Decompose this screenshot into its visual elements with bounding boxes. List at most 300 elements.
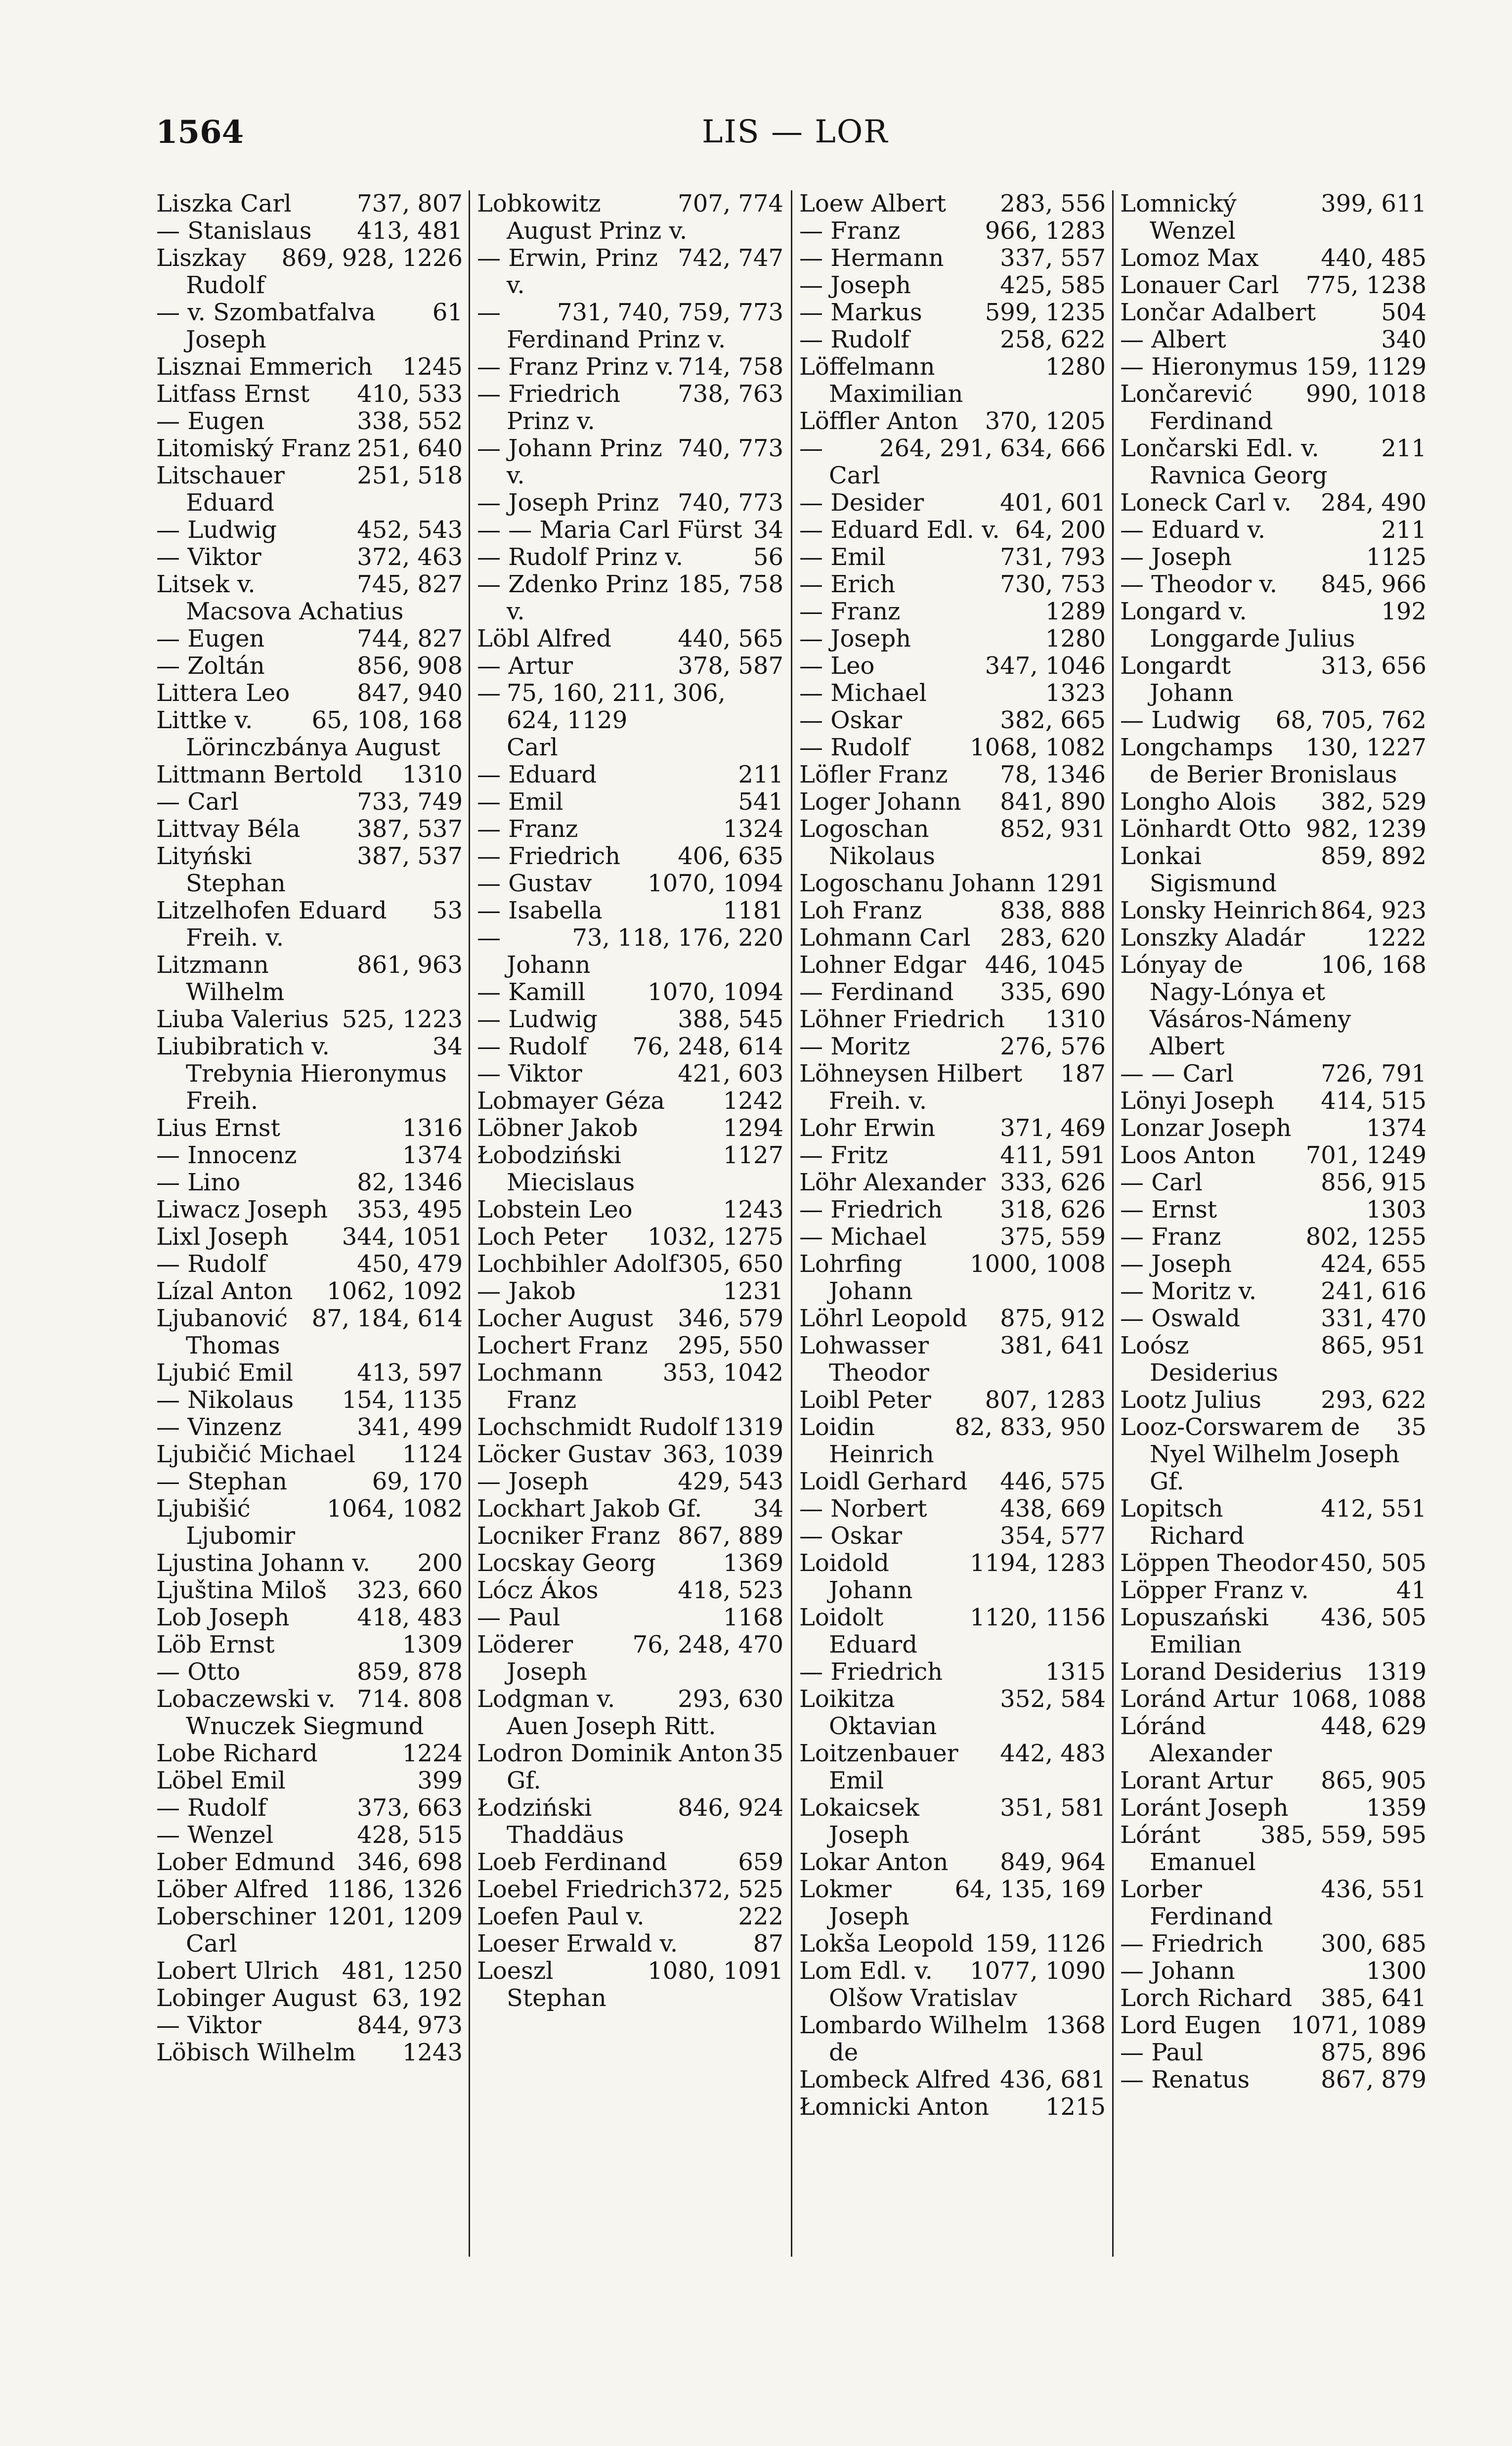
index-entry [156,816,463,843]
index-entry [799,2012,1106,2066]
entry-name: — Franz [477,815,578,843]
index-entry [799,979,1106,1006]
index-entry [477,1577,783,1604]
entry-name: — Viktor [477,1060,582,1088]
entry-name: Lobinger August [156,1984,357,2012]
entry-pages: 852, 931 [1000,815,1106,843]
entry-pages: 34 [753,1495,783,1523]
index-entry [799,1495,1106,1523]
entry-name: — Eduard v. [1120,516,1266,544]
entry-name: — Carl [477,679,558,761]
index-entry [477,1468,783,1495]
entry-pages: 446, 575 [1000,1468,1106,1495]
entry-pages: 436, 681 [1000,2066,1106,2094]
entry-pages: 34 [432,1033,463,1060]
index-entry [1120,1604,1426,1659]
entry-name: — Friedrich [799,1196,943,1223]
entry-name: — Norbert [799,1495,927,1523]
index-entry [477,299,783,353]
entry-name: Löfler Franz [799,761,948,788]
entry-pages: 387, 537 [357,815,463,843]
index-entry [799,1794,1106,1849]
index-entry [799,408,1106,435]
entry-pages: 714, 758 [678,353,783,381]
index-entry [799,1550,1106,1604]
entry-pages: 448, 629 [1321,1712,1426,1740]
entry-name: — Erich [799,570,896,598]
entry-name: — Ludwig [477,1005,598,1033]
index-entry [477,1604,783,1631]
index-entry [1120,1196,1426,1223]
entry-name: Lomnický Wenzel [1120,190,1237,245]
entry-name: — Oskar [799,1522,902,1550]
entry-pages: 106, 168 [1321,951,1426,979]
column-divider [791,190,792,2257]
index-entry [799,1223,1106,1251]
entry-name: Löderer Joseph [477,1631,587,1686]
entry-pages: 481, 1250 [342,1957,463,1985]
entry-pages: 436, 551 [1321,1876,1426,1903]
index-entry [156,2039,463,2066]
entry-pages: 841, 890 [1000,788,1106,816]
index-entry [799,870,1106,897]
entry-name: — Albert [1120,326,1226,353]
entry-pages: 990, 1018 [1305,380,1426,408]
index-entry [1120,734,1426,788]
index-entry [156,2012,463,2039]
entry-pages: 525, 1223 [342,1005,463,1033]
entry-name: Loebel Friedrich [477,1876,678,1903]
index-entry [799,1604,1106,1659]
entry-name: — Zoltán [156,652,265,680]
entry-name: — v. Szombatfalva Joseph [156,299,376,353]
index-entry [156,1903,463,1958]
index-entry [1120,1115,1426,1142]
entry-name: Litschauer Eduard [156,462,285,517]
entry-pages: 440, 565 [678,625,783,653]
index-entry [156,1414,463,1441]
index-entry [477,816,783,843]
index-entry [1120,1495,1426,1550]
entry-pages: 159, 1129 [1305,353,1426,381]
entry-pages: 714. 808 [357,1685,463,1713]
entry-name: — Carl [156,788,239,816]
entry-pages: 726, 791 [1321,1060,1426,1088]
index-entry [799,1414,1106,1468]
entry-name: Lokša Leopold [799,1930,974,1958]
entry-pages: 1070, 1094 [648,978,783,1006]
index-entry [156,381,463,408]
entry-name: Longho Alois [1120,788,1277,816]
index-entry [156,1169,463,1196]
index-entry [1120,1278,1426,1305]
entry-pages: 450, 505 [1321,1549,1426,1577]
entry-name: Lócz Ákos [477,1576,599,1604]
entry-pages: 130, 1227 [1305,734,1426,761]
index-entry [477,1223,783,1251]
entry-pages: 78, 1346 [1000,761,1106,788]
entry-name: Lopitsch Richard [1120,1495,1245,1550]
index-entry [477,1033,783,1060]
entry-pages: 982, 1239 [1305,815,1426,843]
index-entry [799,1958,1106,2012]
entry-name: Litsek v. Macsova Achatius [156,570,404,625]
index-entry [156,1794,463,1822]
entry-name: Loeb Ferdinand [477,1848,667,1876]
entry-pages: 1222 [1366,924,1426,952]
entry-pages: 372, 525 [678,1876,783,1903]
entry-name: — Lino [156,1169,241,1196]
column-divider [469,190,470,2257]
entry-name: Littera Leo [156,679,290,707]
entry-name: Löffelmann Maximilian [799,353,963,408]
entry-pages: 1323 [1045,679,1106,707]
entry-pages: 251, 518 [357,462,463,489]
index-entry [477,897,783,924]
index-entry [799,761,1106,788]
entry-pages: 82, 833, 950 [954,1413,1106,1441]
index-entry [477,1006,783,1033]
index-entry [156,1740,463,1767]
index-entry [799,1115,1106,1142]
index-entry [156,1686,463,1740]
index-entry [156,1876,463,1903]
entry-name: Loefen Paul v. [477,1903,645,1930]
entry-pages: 846, 924 [678,1794,783,1822]
index-entry [477,245,783,299]
entry-name: — Johann [1120,1957,1235,1985]
entry-name: Lonszky Aladár [1120,924,1305,952]
entry-name: — Joseph [477,1468,589,1495]
index-entry [1120,489,1426,517]
entry-name: — Joseph [1120,543,1232,571]
index-entry [799,1196,1106,1223]
entry-pages: 452, 543 [357,516,463,544]
index-entry [156,1767,463,1794]
entry-pages: 740, 773 [678,489,783,517]
entry-name: Lopuszański Emilian [1120,1604,1269,1659]
index-entry [1120,952,1426,1060]
entry-pages: 385, 559, 595 [1260,1821,1426,1849]
entry-name: — Moritz [799,1033,910,1060]
entry-name: Lochert Franz [477,1332,648,1359]
entry-pages: 340 [1381,326,1426,353]
entry-name: Lokaicsek Joseph [799,1794,919,1849]
entry-name: Lobmayer Géza [477,1087,665,1115]
index-entry [156,1006,463,1033]
entry-pages: 867, 889 [678,1522,783,1550]
entry-pages: 1319 [723,1413,783,1441]
entry-name: Lóránd Alexander [1120,1712,1272,1767]
index-entry [799,1523,1106,1550]
entry-pages: 659 [738,1848,783,1876]
entry-pages: 411, 591 [1000,1141,1106,1169]
entry-name: — Isabella [477,897,603,924]
entry-name: Lónyay de Nagy-Lónya et Vásáros-Námeny Albert [1120,951,1351,1060]
entry-pages: 707, 774 [678,190,783,218]
index-entry [799,897,1106,924]
entry-pages: 1291 [1045,870,1106,897]
index-entry [799,952,1106,979]
entry-name: — Friedrich [799,1658,943,1686]
entry-name: Löpper Franz v. [1120,1576,1309,1604]
index-entry [1120,2012,1426,2039]
entry-name: — Ferdinand Prinz v. [477,299,726,353]
entry-name: Lokar Anton [799,1848,949,1876]
entry-pages: 64, 135, 169 [954,1876,1106,1903]
entry-pages: 353, 495 [357,1196,463,1223]
index-entry [799,707,1106,734]
entry-pages: 1243 [723,1196,783,1223]
entry-pages: 399, 611 [1321,190,1426,218]
entry-name: Lonsky Heinrich [1120,897,1318,924]
entry-pages: 293, 622 [1321,1386,1426,1414]
index-entry [156,1251,463,1278]
entry-name: Loger Johann [799,788,961,816]
entry-name: — Paul [477,1604,561,1631]
entry-name: Littmann Bertold [156,761,363,788]
index-entry [477,788,783,816]
entry-name: Löppen Theodor [1120,1549,1318,1577]
index-entry [156,1305,463,1359]
entry-name: Lonauer Carl [1120,271,1279,299]
entry-pages: 730, 753 [1000,570,1106,598]
entry-name: Lóránt Emanuel [1120,1821,1256,1876]
entry-pages: 859, 892 [1321,842,1426,870]
entry-pages: 241, 616 [1321,1277,1426,1305]
index-entry [799,598,1106,625]
index-entry [156,1115,463,1142]
index-entry [1120,245,1426,272]
entry-name: Litomiský Franz [156,435,351,462]
entry-name: Löbner Jakob [477,1114,638,1142]
index-entry [1120,1142,1426,1169]
entry-pages: 1168 [723,1604,783,1631]
entry-name: Loósz Desiderius [1120,1332,1278,1387]
entry-pages: 737, 807 [357,190,463,218]
index-entry [156,218,463,245]
entry-name: Loos Anton [1120,1141,1256,1169]
index-entry [1120,517,1426,544]
entry-pages: 733, 749 [357,788,463,816]
index-entry [1120,353,1426,381]
index-entry [799,1930,1106,1958]
index-entry [477,843,783,870]
index-entry [156,190,463,218]
entry-name: Lius Ernst [156,1114,280,1142]
entry-name: — Erwin, Prinz v. [477,244,658,299]
index-entry [156,1033,463,1115]
entry-pages: 73, 118, 176, 220 [572,924,783,952]
entry-pages: 869, 928, 1226 [281,244,463,272]
entry-name: Lohmann Carl [799,924,971,952]
entry-name: Lokmer Joseph [799,1876,909,1930]
index-entry [156,1441,463,1468]
entry-pages: 65, 108, 168 [311,706,463,734]
entry-pages: 1215 [1045,2093,1106,2121]
entry-name: Littvay Béla [156,815,301,843]
index-column-3 [799,190,1106,2121]
entry-name: Lombeck Alfred [799,2066,991,2094]
entry-name: — Stanislaus [156,217,312,245]
entry-pages: 856, 908 [357,652,463,680]
entry-name: Loidin Heinrich [799,1413,934,1468]
entry-name: — Gustav [477,870,592,897]
index-entry [477,1441,783,1468]
entry-name: Lochmann Franz [477,1359,603,1414]
entry-pages: 701, 1249 [1305,1141,1426,1169]
entry-name: Ljubišić Ljubomir [156,1495,296,1550]
entry-pages: 293, 630 [678,1685,783,1713]
entry-pages: 399 [417,1767,463,1794]
entry-pages: 838, 888 [1000,897,1106,924]
entry-name: Lockhart Jakob Gf. [477,1495,702,1523]
entry-name: Liuba Valerius [156,1005,329,1033]
entry-name: Löbel Emil [156,1767,286,1794]
entry-name: Lombardo Wilhelm de [799,2011,1028,2066]
entry-name: Lorch Richard [1120,1984,1293,2012]
entry-name: Logoschan Nikolaus [799,815,935,870]
entry-pages: 154, 1135 [342,1386,463,1414]
index-entry [477,435,783,489]
index-entry [799,299,1106,326]
index-entry [156,1985,463,2012]
index-entry [799,788,1106,816]
entry-name: Ljubić Emil [156,1359,294,1387]
index-entry [1120,1767,1426,1794]
index-entry [156,1577,463,1604]
index-entry [156,1604,463,1631]
entry-pages: 450, 479 [357,1250,463,1278]
entry-pages: 1000, 1008 [970,1250,1106,1278]
index-entry [156,761,463,788]
entry-pages: 1186, 1326 [327,1876,463,1903]
entry-name: — Stephan [156,1468,288,1495]
entry-name: — Ferdinand [799,978,954,1006]
index-entry [799,517,1106,544]
entry-name: Lončarski Edl. v. Ravnica Georg [1120,435,1328,489]
entry-name: — Eduard Edl. v. [799,516,1000,544]
entry-pages: 56 [753,543,783,571]
index-entry [1120,2066,1426,2094]
entry-pages: 346, 698 [357,1848,463,1876]
entry-pages: 807, 1283 [985,1386,1106,1414]
entry-pages: 300, 685 [1321,1930,1426,1958]
entry-pages: 1070, 1094 [648,870,783,897]
entry-pages: 1124 [402,1441,463,1468]
index-entry [477,489,783,517]
entry-name: — Renatus [1120,2066,1250,2094]
entry-name: — Eugen [156,407,265,435]
entry-pages: 344, 1051 [342,1223,463,1251]
entry-name: — Joseph [799,625,911,653]
entry-pages: 1064, 1082 [327,1495,463,1523]
entry-name: Lorant Artur [1120,1767,1273,1794]
entry-pages: 351, 581 [1000,1794,1106,1822]
entry-pages: 864, 923 [1321,897,1426,924]
entry-pages: 438, 669 [1000,1495,1106,1523]
index-entry [156,1468,463,1495]
entry-pages: 53 [432,897,463,924]
index-entry [156,1387,463,1414]
entry-pages: 41 [1396,1576,1426,1604]
column-divider [1112,190,1114,2257]
entry-pages: 406, 635 [678,842,783,870]
entry-pages: 775, 1238 [1305,271,1426,299]
index-entry [477,1088,783,1115]
index-entry [1120,1794,1426,1822]
index-entry [799,1169,1106,1196]
entry-name: — Nikolaus [156,1386,294,1414]
entry-name: Lob Joseph [156,1604,290,1631]
entry-name: Littke v. Lörinczbánya August [156,706,440,761]
index-entry [1120,1930,1426,1958]
entry-pages: 731, 740, 759, 773 [557,299,783,326]
entry-pages: 1369 [723,1549,783,1577]
index-entry [1120,1577,1426,1604]
entry-name: — Rudolf [477,1033,588,1060]
entry-pages: 200 [417,1549,463,1577]
entry-pages: 381, 641 [1000,1332,1106,1359]
index-entry [1120,272,1426,299]
entry-pages: 429, 543 [678,1468,783,1495]
entry-pages: 323, 660 [357,1576,463,1604]
entry-name: — Franz Prinz v. [477,353,674,381]
index-entry [1120,1332,1426,1387]
index-entry [799,1305,1106,1332]
index-entry [1120,544,1426,571]
entry-pages: 76, 248, 470 [632,1631,783,1659]
entry-name: — Markus [799,299,922,326]
entry-name: — Vinzenz [156,1413,282,1441]
entry-name: Löbl Alfred [477,625,611,653]
index-entry [156,435,463,462]
entry-name: Lohwasser Theodor [799,1332,929,1387]
entry-name: Lízal Anton [156,1277,293,1305]
index-entry [477,1794,783,1849]
entry-name: Loh Franz [799,897,922,924]
entry-pages: 222 [738,1903,783,1930]
entry-name: Lohner Edgar [799,951,966,979]
entry-name: — — Carl [1120,1060,1234,1088]
entry-name: — Franz [1120,1223,1221,1251]
entry-name: Löffler Anton [799,407,958,435]
index-entry [799,272,1106,299]
entry-pages: 69, 170 [372,1468,463,1495]
index-entry [477,761,783,788]
entry-name: Loidold Johann [799,1549,913,1604]
entry-name: — Jakob [477,1277,576,1305]
index-entry [1120,326,1426,353]
entry-name: Lodron Dominik Anton Gf. [477,1740,751,1794]
entry-name: Löhr Alexander [799,1169,986,1196]
index-entry [477,381,783,435]
running-head: LIS — LOR [702,114,889,150]
entry-name: Lobe Richard [156,1740,318,1767]
entry-pages: 440, 485 [1321,244,1426,272]
entry-pages: 295, 550 [678,1332,783,1359]
entry-name: — Michael [799,679,927,707]
entry-pages: 370, 1205 [985,407,1106,435]
entry-pages: 845, 966 [1321,570,1426,598]
entry-pages: 1294 [723,1114,783,1142]
entry-pages: 442, 483 [1000,1740,1106,1767]
index-entry [1120,1985,1426,2012]
entry-pages: 1368 [1045,2011,1106,2039]
entry-name: — Johann [477,924,591,979]
index-entry [477,1930,783,1958]
entry-pages: 418, 523 [678,1576,783,1604]
